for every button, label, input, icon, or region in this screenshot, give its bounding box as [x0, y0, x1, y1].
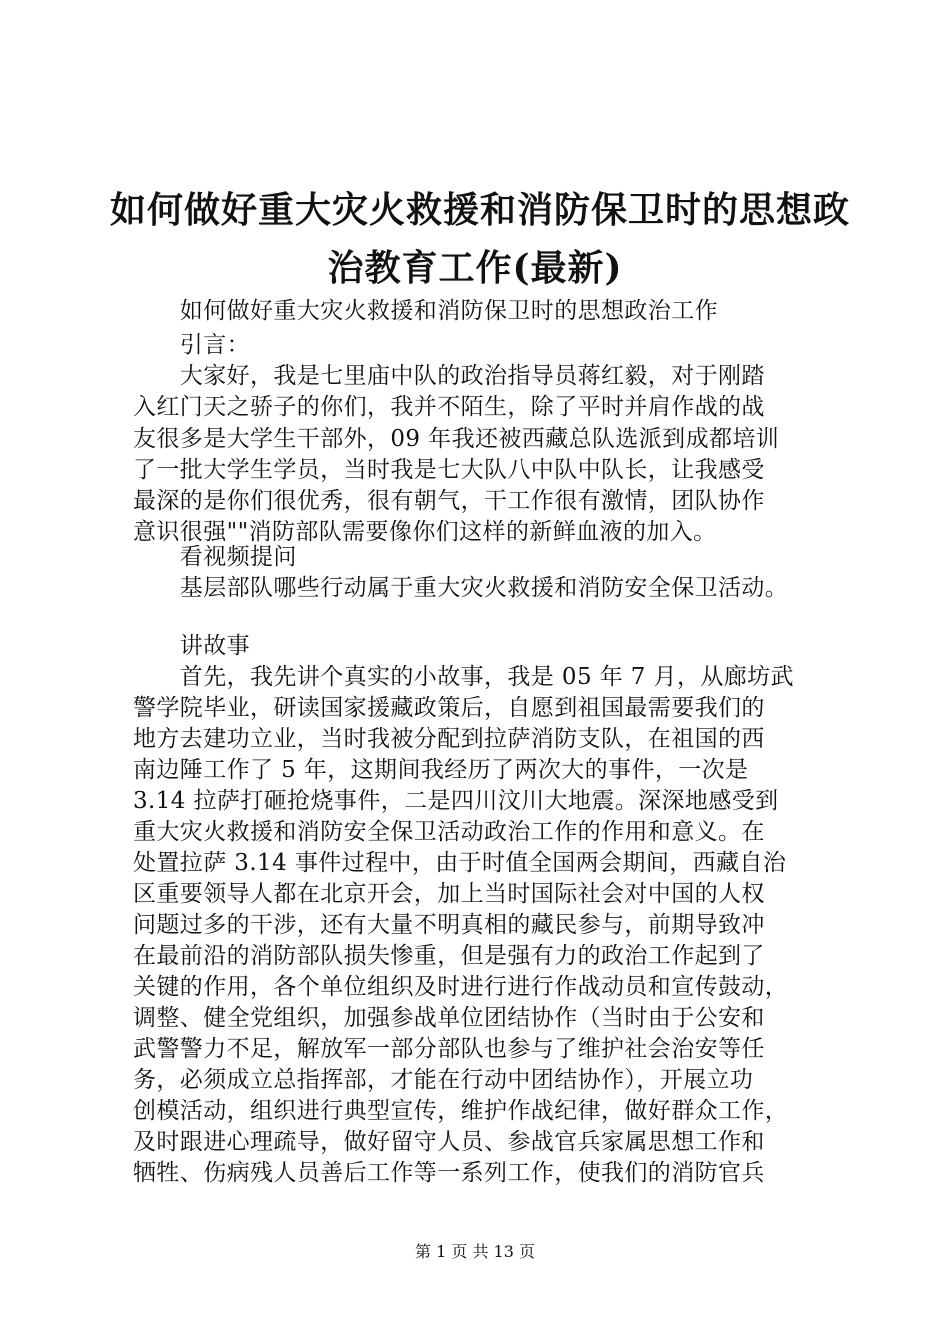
body-line: 武警警力不足，解放军一部分部队也参与了维护社会治安等任 — [133, 1036, 765, 1062]
page-number-footer: 第 1 页 共 13 页 — [415, 1242, 535, 1261]
body-line: 在最前沿的消防部队损失惨重，但是强有力的政治工作起到了 — [133, 943, 765, 969]
body-line: 意识很强""消防部队需要像你们这样的新鲜血液的加入。 — [133, 519, 717, 545]
body-line: 入红门天之骄子的你们，我并不陌生，除了平时并肩作战的战 — [133, 394, 765, 420]
body-line: 了一批大学生学员，当时我是七大队八中队中队长，让我感受 — [133, 457, 765, 483]
body-line: 引言： — [133, 332, 250, 358]
body-line: 讲故事 — [133, 633, 250, 659]
body-line: 及时跟进心理疏导，做好留守人员、参战官兵家属思想工作和 — [133, 1129, 765, 1155]
body-line: 如何做好重大灾火救援和消防保卫时的思想政治工作 — [133, 298, 718, 324]
body-line: 问题过多的干涉，还有大量不明真相的藏民参与，前期导致冲 — [133, 912, 765, 938]
body-line: 警学院毕业，研读国家援藏政策后，自愿到祖国最需要我们的 — [133, 695, 765, 721]
document-title-line-2: 治教育工作(最新) — [327, 247, 623, 289]
body-line: 创模活动，组织进行典型宣传，维护作战纪律，做好群众工作， — [133, 1098, 789, 1124]
body-line: 调整、健全党组织，加强参战单位团结协作（当时由于公安和 — [133, 1005, 765, 1031]
body-line: 关键的作用，各个单位组织及时进行进行作战动员和宣传鼓动， — [133, 974, 789, 1000]
body-line: 首先，我先讲个真实的小故事，我是 05 年 7 月，从廊坊武 — [133, 664, 794, 690]
body-line: 基层部队哪些行动属于重大灾火救援和消防安全保卫活动。 — [133, 575, 789, 601]
body-line: 牺牲、伤病残人员善后工作等一系列工作，使我们的消防官兵 — [133, 1160, 765, 1186]
body-line: 重大灾火救援和消防安全保卫活动政治工作的作用和意义。在 — [133, 819, 765, 845]
body-line: 友很多是大学生干部外，09 年我还被西藏总队选派到成都培训 — [133, 426, 780, 452]
document-title-line-1: 如何做好重大灾火救援和消防保卫时的思想政 — [110, 189, 851, 231]
body-line: 务，必须成立总指挥部，才能在行动中团结协作），开展立功 — [133, 1067, 754, 1093]
body-line: 看视频提问 — [133, 544, 297, 570]
body-line: 最深的是你们很优秀，很有朝气，干工作很有激情，团队协作 — [133, 488, 765, 514]
body-line: 南边陲工作了 5 年，这期间我经历了两次大的事件，一次是 — [133, 757, 749, 783]
body-line: 大家好，我是七里庙中队的政治指导员蒋红毅，对于刚踏 — [133, 363, 765, 389]
body-line: 3.14 拉萨打砸抢烧事件，二是四川汶川大地震。深深地感受到 — [133, 788, 779, 814]
body-line: 区重要领导人都在北京开会，加上当时国际社会对中国的人权 — [133, 881, 765, 907]
body-line: 处置拉萨 3.14 事件过程中，由于时值全国两会期间，西藏自治 — [133, 850, 787, 876]
body-line: 地方去建功立业，当时我被分配到拉萨消防支队，在祖国的西 — [133, 726, 765, 752]
